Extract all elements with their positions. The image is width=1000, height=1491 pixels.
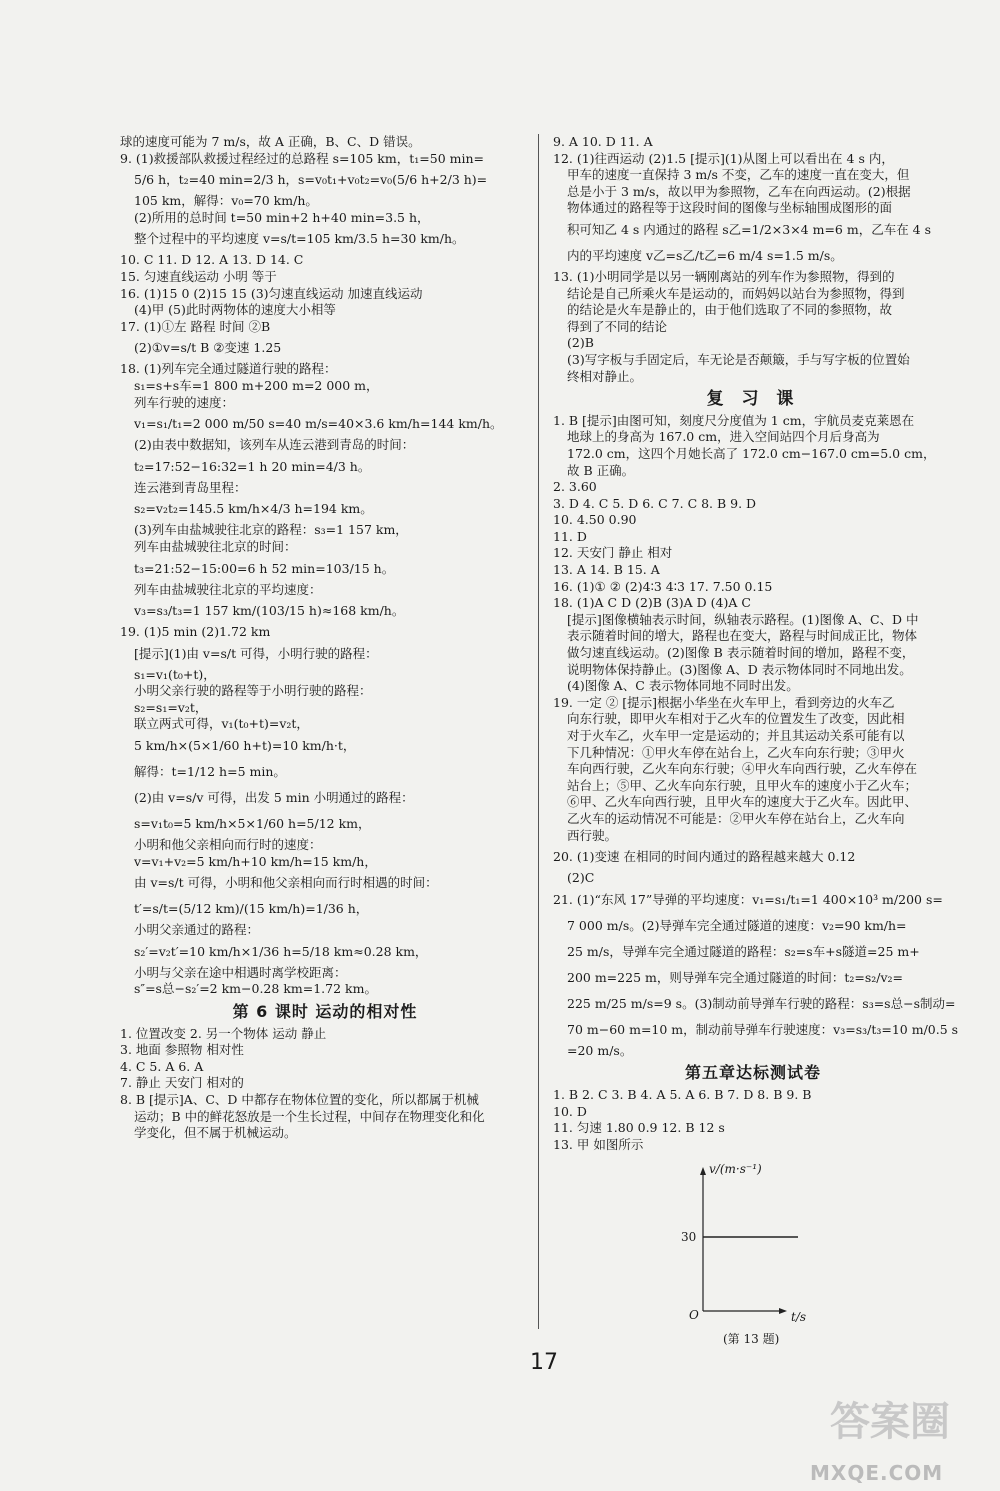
left-column xyxy=(120,134,530,1142)
column-divider xyxy=(538,134,539,1329)
watermark-logo xyxy=(810,1390,990,1485)
answer-line: 1. 位置改变 2. 另一个物体 运动 静止 xyxy=(120,1025,327,1041)
answer-line: (4)图像 A、C 表示物体同地不同时出发。 xyxy=(567,678,799,694)
answer-line: 11. D xyxy=(553,528,587,544)
answer-line: 小明和他父亲相向而行时的速度： xyxy=(134,837,322,853)
answer-line: 9. (1)救援部队救援过程经过的总路程 s=105 km，t₁=50 min= xyxy=(120,150,484,166)
answer-line: 联立两式可得，v₁(t₀+t)=v₂t， xyxy=(134,716,309,732)
answer-line: v₁=s₁/t₁=2 000 m/50 s=40 m/s=40×3.6 km/h=144 km/h。 xyxy=(134,416,503,432)
answer-line: (3)写字板与手固定后，车无论是否颠簸，手与写字板的位置始 xyxy=(567,351,910,367)
answer-line: (2)B xyxy=(567,335,594,351)
answer-line: (2)所用的总时间 t=50 min+2 h+40 min=3.5 h， xyxy=(134,209,430,225)
velocity-time-graph xyxy=(673,1161,873,1351)
answer-line: 70 m−60 m=10 m，制动前导弹车行驶速度：v₃=s₃/t₃=10 m/0.5 s xyxy=(567,1021,959,1037)
answer-line: 10. D xyxy=(553,1103,587,1119)
answer-line: 11. 匀速 1.80 0.9 12. B 12 s xyxy=(553,1120,725,1136)
answer-line: 运动；B 中的鲜花怒放是一个生长过程，中间存在物理变化和化 xyxy=(134,1108,485,1124)
answer-line: 18. (1)列车完全通过隧道行驶的路程： xyxy=(120,361,337,377)
answer-line: 2. 3.60 xyxy=(553,479,597,495)
answer-line: 225 m/25 m/s=9 s。(3)制动前导弹车行驶的路程：s₃=s总−s制动= xyxy=(567,995,956,1011)
answer-line: 13. (1)小明同学是以另一辆刚离站的列车作为参照物，得到的 xyxy=(553,268,895,284)
answer-line: 甲车的速度一直保持 3 m/s 不变，乙车的速度一直在变大，但 xyxy=(567,167,910,183)
answer-line: 表示随着时间的增大，路程也在变大，路程与时间成正比，物体 xyxy=(567,628,918,644)
answer-line: s₂=s₁=v₂t， xyxy=(134,699,208,715)
answer-line: 12. (1)往西运动 (2)1.5 [提示](1)从图上可以看出在 4 s 内， xyxy=(553,150,894,166)
answer-line: 故 B 正确。 xyxy=(567,462,635,478)
answer-line: 小明与父亲在途中相遇时离学校距离： xyxy=(134,964,347,980)
answer-line: 对于火车乙，火车甲一定是运动的；并且其运动关系可能有以 xyxy=(567,728,905,743)
answer-line: s₁=v₁(t₀+t)， xyxy=(134,666,216,682)
answer-line: s″=s总−s₂′=2 km−0.28 km=1.72 km。 xyxy=(134,981,377,997)
answer-line: 说明物体保持静止。(3)图像 A、D 表示物体同时不同地出发。 xyxy=(567,661,912,677)
answer-line: s₂=v₂t₂=145.5 km/h×4/3 h=194 km。 xyxy=(134,501,373,517)
answer-line: 小明父亲通过的路程： xyxy=(134,922,260,938)
answer-line: (2)C xyxy=(567,870,595,886)
answer-line: 105 km，解得：v₀=70 km/h。 xyxy=(134,193,318,209)
answer-line: 7. 静止 天安门 相对的 xyxy=(120,1075,244,1091)
answer-line: (2)由表中数据知，该列车从连云港到青岛的时间： xyxy=(134,437,415,453)
answer-line: 1. B 2. C 3. B 4. A 5. A 6. B 7. D 8. B 9. B xyxy=(553,1086,812,1102)
graph-axes xyxy=(673,1161,873,1331)
x-axis-label: t/s xyxy=(791,1310,807,1325)
y-axis-label: v/(m·s⁻¹) xyxy=(709,1162,762,1177)
answer-line: 7 000 m/s。(2)导弹车完全通过隧道的速度：v₂=90 km/h= xyxy=(567,917,907,933)
answer-line: (3)列车由盐城驶往北京的路程：s₃=1 157 km， xyxy=(134,522,408,538)
answer-line: 得到了不同的结论 xyxy=(567,318,668,334)
answer-line: 小明父亲行驶的路程等于小明行驶的路程： xyxy=(134,683,372,699)
watermark-url: MXQE.COM xyxy=(810,1461,944,1485)
answer-line: 的结论是火车是静止的，由于他们选取了不同的参照物，故 xyxy=(567,302,893,318)
review-title: 复 习 课 xyxy=(706,389,800,410)
answer-line: 积可知乙 4 s 内通过的路程 s乙=1/2×3×4 m=6 m，乙车在 4 s xyxy=(567,221,932,237)
answer-line: 车向西行驶，乙火车向东行驶；④甲火车向西行驶，乙火车停在 xyxy=(567,761,918,777)
answer-line: t₃=21:52−15:00=6 h 52 min=103/15 h。 xyxy=(134,560,395,576)
answer-line: 内的平均速度 v乙=s乙/t乙=6 m/4 s=1.5 m/s。 xyxy=(567,247,843,263)
answer-line: (2)由 v=s/v 可得，出发 5 min 小明通过的路程： xyxy=(134,790,414,806)
section-title: 第 6 课时 运动的相对性 xyxy=(232,1002,418,1022)
answer-line: 13. A 14. B 15. A xyxy=(553,562,660,578)
answer-line: 15. 匀速直线运动 小明 等于 xyxy=(120,268,277,284)
answer-line: 地球上的身高为 167.0 cm，进入空间站四个月后身高为 xyxy=(567,429,880,445)
answer-line: 10. C 11. D 12. A 13. D 14. C xyxy=(120,252,304,268)
answer-line: 10. 4.50 0.90 xyxy=(553,512,637,528)
answer-line: 5/6 h，t₂=40 min=2/3 h，s=v₀t₁+v₀t₂=v₀(5/6 h+2/3 h)= xyxy=(134,172,488,188)
answer-line: 25 m/s，导弹车完全通过隧道的路程：s₂=s车+s隧道=25 m+ xyxy=(567,943,920,959)
answer-line: =20 m/s。 xyxy=(567,1042,633,1058)
answer-line: [提示]图像横轴表示时间，纵轴表示路程。(1)图像 A、C、D 中 xyxy=(567,611,919,627)
answer-line: 终相对静止。 xyxy=(567,368,643,384)
answer-line: 9. A 10. D 11. A xyxy=(553,134,653,149)
answer-line: 列车由盐城驶往北京的时间： xyxy=(134,538,297,554)
answer-line: 西行驶。 xyxy=(567,827,618,843)
answer-line: 学变化，但不属于机械运动。 xyxy=(134,1125,297,1141)
answer-line: s=v₁t₀=5 km/h×5×1/60 h=5/12 km， xyxy=(134,816,371,832)
figure-caption: (第 13 题) xyxy=(723,1332,780,1347)
answer-line: 列车由盐城驶往北京的平均速度： xyxy=(134,581,322,597)
answer-line: s₂′=v₂t′=10 km/h×1/36 h=5/18 km≈0.28 km， xyxy=(134,943,428,959)
answer-line: 下几种情况：①甲火车停在站台上，乙火车向东行驶；③甲火 xyxy=(567,744,905,760)
answer-line: 做匀速直线运动。(2)图像 B 表示随着时间的增加，路程不变， xyxy=(567,645,915,661)
answer-line: 结论是自己所乘火车是运动的，而妈妈以站台为参照物，得到 xyxy=(567,285,905,301)
answer-line: 18. (1)A C D (2)B (3)A D (4)A C xyxy=(553,595,751,611)
answer-line: 5 km/h×(5×1/60 h+t)=10 km/h·t， xyxy=(134,738,356,754)
answer-line: t′=s/t=(5/12 km)/(15 km/h)=1/36 h， xyxy=(134,901,369,917)
answer-line: 17. (1)①左 路程 时间 ②B xyxy=(120,318,271,334)
answer-line: 13. 甲 如图所示 xyxy=(553,1136,644,1152)
answer-line: 21. (1)“东风 17”导弹的平均速度：v₁=s₁/t₁=1 400×10³ m/200 s= xyxy=(553,891,943,907)
answer-line: ⑥甲、乙火车向西行驶，且甲火车的速度大于乙火车。因此甲、 xyxy=(567,794,918,810)
answer-line: 12. 天安门 静止 相对 xyxy=(553,545,673,561)
answer-line: 3. 地面 参照物 相对性 xyxy=(120,1042,244,1058)
answer-line: 列车行驶的速度： xyxy=(134,394,235,410)
answer-line: v=v₁+v₂=5 km/h+10 km/h=15 km/h， xyxy=(134,853,377,869)
answer-line: 3. D 4. C 5. D 6. C 7. C 8. B 9. D xyxy=(553,495,757,511)
answer-line: 4. C 5. A 6. A xyxy=(120,1058,204,1074)
right-column xyxy=(553,134,959,1351)
answer-line: 乙火车的运动情况不可能是：②甲火车停在站台上，乙火车向 xyxy=(567,810,905,826)
test-title: 第五章达标测试卷 xyxy=(684,1063,821,1083)
answer-line: 由 v=s/t 可得，小明和他父亲相向而行时相遇的时间： xyxy=(134,875,438,891)
answer-line: 16. (1)15 0 (2)15 15 (3)匀速直线运动 加速直线运动 xyxy=(120,285,423,301)
answer-line: 16. (1)① ② (2)4∶3 4∶3 17. 7.50 0.15 xyxy=(553,578,773,594)
answer-line: 8. B [提示]A、C、D 中都存在物体位置的变化，所以都属于机械 xyxy=(120,1092,479,1107)
answer-line: 站台上；⑤甲、乙火车向东行驶，且甲火车的速度小于乙火车； xyxy=(567,777,918,793)
answer-line: 1. B [提示]由图可知，刻度尺分度值为 1 cm，宇航员麦克莱恩在 xyxy=(553,412,915,428)
answer-line: 向东行驶，即甲火车相对于乙火车的位置发生了改变，因此相 xyxy=(567,711,905,727)
y-tick-label: 30 xyxy=(681,1230,697,1245)
answer-line: 200 m=225 m，则导弹车完全通过隧道的时间：t₂=s₂/v₂= xyxy=(567,969,904,985)
answer-line: 物体通过的路程等于这段时间的图像与坐标轴围成图形的面 xyxy=(567,200,893,216)
origin-label: O xyxy=(689,1308,699,1323)
answer-line: 整个过程中的平均速度 v=s/t=105 km/3.5 h=30 km/h。 xyxy=(134,231,465,247)
answer-line: 连云港到青岛里程： xyxy=(134,479,247,495)
answer-line: [提示](1)由 v=s/t 可得，小明行驶的路程： xyxy=(134,645,378,661)
answer-line: 解得：t=1/12 h=5 min。 xyxy=(134,764,286,780)
answer-line: t₂=17:52−16:32=1 h 20 min=4/3 h。 xyxy=(134,458,371,474)
answer-line: 20. (1)变速 在相同的时间内通过的路程越来越大 0.12 xyxy=(553,849,856,865)
answer-line: s₁=s+s车=1 800 m+200 m=2 000 m， xyxy=(134,377,379,393)
answer-line: 总是小于 3 m/s，故以甲为参照物，乙车在向西运动。(2)根据 xyxy=(567,183,911,199)
watermark-text: 答案圈 xyxy=(830,1399,950,1445)
answer-line: 球的速度可能为 7 m/s，故 A 正确，B、C、D 错误。 xyxy=(120,134,421,149)
answer-line: 19. (1)5 min (2)1.72 km xyxy=(120,624,271,640)
answer-line: 172.0 cm，这四个月她长高了 172.0 cm−167.0 cm=5.0 cm， xyxy=(567,445,936,461)
answer-line: (4)甲 (5)此时两物体的速度大小相等 xyxy=(134,302,336,318)
answer-line: v₃=s₃/t₃=1 157 km/(103/15 h)≈168 km/h。 xyxy=(134,603,405,619)
page-number: 17 xyxy=(530,1350,558,1375)
answer-line: (2)①v=s/t B ②变速 1.25 xyxy=(134,340,282,356)
answer-line: 19. 一定 ② [提示]根据小华坐在火车甲上，看到旁边的火车乙 xyxy=(553,694,895,710)
